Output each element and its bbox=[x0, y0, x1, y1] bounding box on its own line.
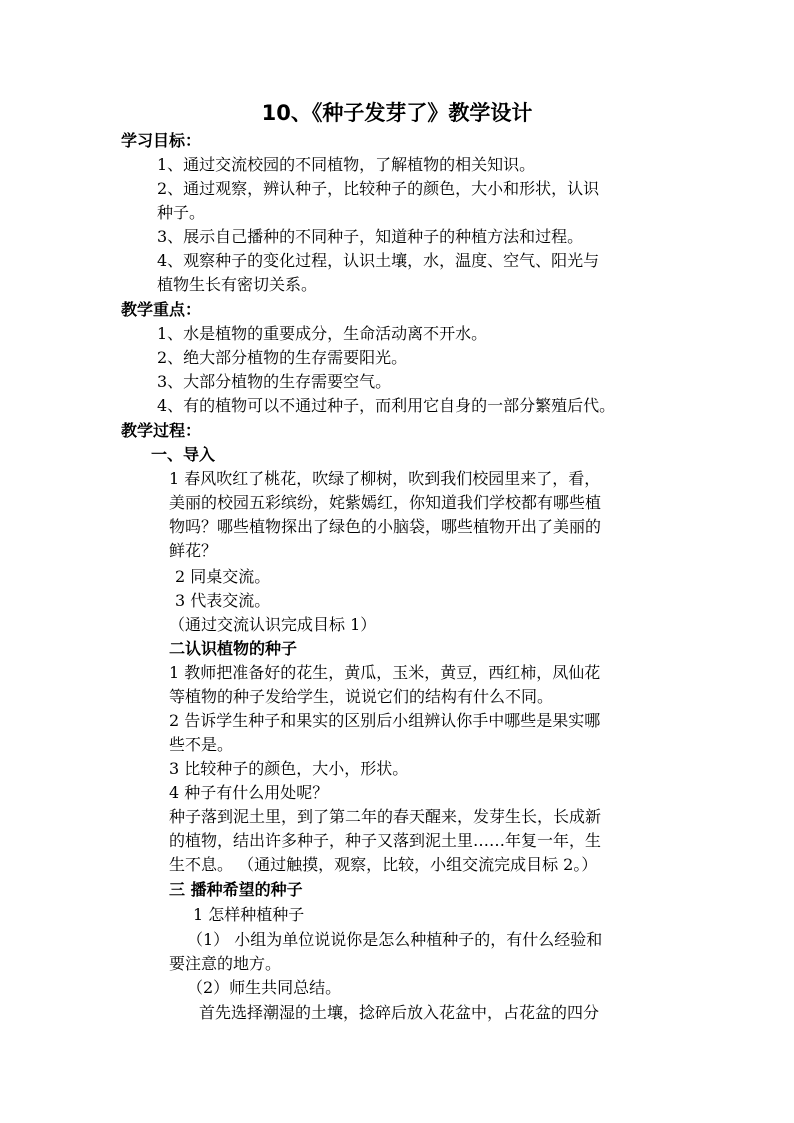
seeds-line: 等植物的种子发给学生，说说它们的结构有什么不同。 bbox=[169, 687, 554, 706]
process-heading: 教学过程： bbox=[121, 421, 202, 440]
seeds-line: 种子落到泥土里，到了第二年的春天醒来，发芽生长，长成新 bbox=[169, 807, 602, 826]
key-point-line: 1、水是植物的重要成分，生命活动离不开水。 bbox=[157, 324, 488, 343]
intro-line: 2 同桌交流。 bbox=[175, 567, 271, 586]
intro-line: 鲜花？ bbox=[169, 541, 218, 560]
goal-line: 2、通过观察，辨认种子，比较种子的颜色，大小和形状，认识 bbox=[157, 179, 600, 198]
goal-line: 4、观察种子的变化过程，认识土壤，水，温度、空气、阳光与 bbox=[157, 251, 600, 270]
planting-line: （1） 小组为单位说说你是怎么种植种子的，有什么经验和 bbox=[187, 930, 603, 949]
key-point-line: 2、绝大部分植物的生存需要阳光。 bbox=[157, 348, 408, 367]
section-heading-seeds: 二认识植物的种子 bbox=[169, 639, 298, 658]
seeds-line: 的植物，结出许多种子，种子又落到泥土里……年复一年，生 bbox=[169, 831, 602, 850]
intro-line: 美丽的校园五彩缤纷，姹紫嫣红，你知道我们学校都有哪些植 bbox=[169, 493, 602, 512]
key-point-line: 4、有的植物可以不通过种子，而利用它自身的一部分繁殖后代。 bbox=[157, 396, 616, 415]
seeds-line: 些不是。 bbox=[169, 735, 234, 754]
document-title: 10、《种子发芽了》教学设计 bbox=[261, 101, 533, 125]
intro-line: 3 代表交流。 bbox=[175, 591, 271, 610]
seeds-line: 1 教师把准备好的花生，黄瓜，玉米，黄豆，西红柿，凤仙花 bbox=[169, 663, 601, 682]
seeds-line: 3 比较种子的颜色，大小，形状。 bbox=[169, 759, 409, 778]
seeds-line: 2 告诉学生种子和果实的区别后小组辨认你手中哪些是果实哪 bbox=[169, 711, 601, 730]
planting-line: 1 怎样种植种子 bbox=[193, 905, 305, 924]
planting-line: （2）师生共同总结。 bbox=[187, 978, 342, 997]
key-points-heading: 教学重点： bbox=[121, 300, 202, 319]
goals-heading: 学习目标： bbox=[121, 131, 202, 150]
goal-line: 3、展示自己播种的不同种子，知道种子的种植方法和过程。 bbox=[157, 227, 584, 246]
planting-line: 要注意的地方。 bbox=[169, 954, 282, 973]
seeds-line: 生不息。 （通过触摸，观察，比较，小组交流完成目标 2。） bbox=[169, 855, 598, 874]
intro-line: 物吗？哪些植物探出了绿色的小脑袋，哪些植物开出了美丽的 bbox=[169, 517, 602, 536]
goal-line: 种子。 bbox=[157, 203, 206, 222]
goal-line: 1、通过交流校园的不同植物，了解植物的相关知识。 bbox=[157, 155, 536, 174]
intro-line: 1 春风吹红了桃花，吹绿了柳树，吹到我们校园里来了，看， bbox=[169, 469, 601, 488]
seeds-line: 4 种子有什么用处呢？ bbox=[169, 783, 329, 802]
section-heading-intro: 一、导入 bbox=[151, 445, 216, 464]
section-heading-planting: 三 播种希望的种子 bbox=[169, 880, 303, 899]
planting-line: 首先选择潮湿的土壤，捻碎后放入花盆中，占花盆的四分 bbox=[199, 1003, 600, 1022]
key-point-line: 3、大部分植物的生存需要空气。 bbox=[157, 372, 392, 391]
intro-line: （通过交流认识完成目标 1） bbox=[169, 615, 377, 634]
goal-line: 植物生长有密切关系。 bbox=[157, 275, 318, 294]
